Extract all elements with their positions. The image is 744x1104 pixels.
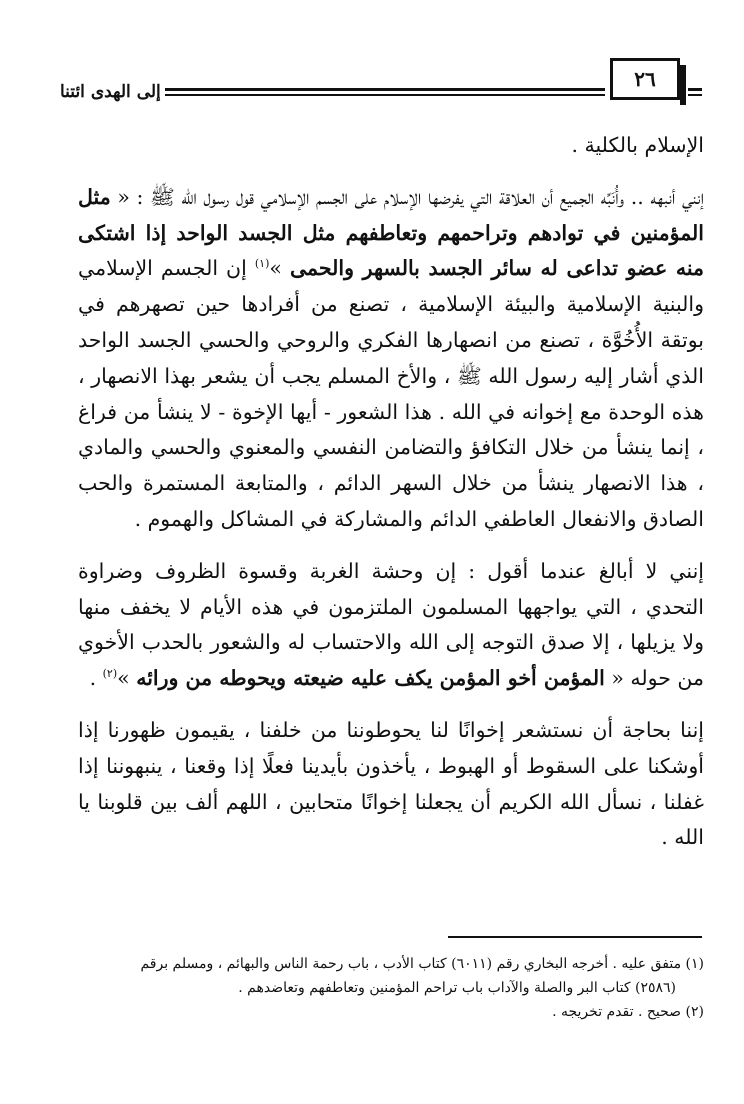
footnote-1-continued: (٢٥٨٦) كتاب البر والصلة والآداب باب تراحم المؤمنين وتعاطفهم وتعاضدهم . bbox=[238, 980, 676, 996]
footnotes bbox=[78, 952, 704, 1024]
paragraph-text: . bbox=[89, 666, 103, 691]
paragraph-text: » bbox=[117, 666, 137, 691]
header-rule bbox=[688, 88, 702, 91]
footnote-ref: (٢) bbox=[102, 667, 118, 681]
paragraph-text: إن الجسم الإسلامي والبنية الإسلامية والبيئة الإسلامية ، تصنع من أفرادها حين تصهرهم في بوتقة الأُخُوَّة ، تصنع من انصهارها الفكري والروحي والحسي الجسد الواحد الذي أشار إليه رسول الله ﷺ ، والأخ المسلم يجب أن يشعر بهذا الانصهار ، هذه الوحدة مع إخوانه في الله . هذا الشعور - أيها الإخوة - لا ينشأ من فراغ ، إنما ينشأ من خلال التكافؤ والتضامن النفسي والمعنوي والحسي والمادي ، هذا الانصهار ينشأ من خلال السهر الدائم ، والمتابعة المستمرة والحب الصادق والانفعال العاطفي الدائم والمشاركة في المشاكل والهموم . bbox=[78, 256, 704, 531]
paragraph bbox=[78, 180, 704, 538]
page-header bbox=[60, 56, 700, 106]
footnote-ref: (١) bbox=[254, 257, 270, 271]
footnote-2: (٢) صحيح . تقدم تخريجه . bbox=[552, 1004, 704, 1020]
hadith-quote: مثل المؤمنين في توادهم وتراحمهم وتعاطفهم مثل الجسد الواحد إذا اشتكى منه عضو تداعى له سائر الجسد بالسهر والحمى bbox=[78, 184, 705, 281]
header-rule bbox=[165, 88, 605, 91]
paragraph: إننا بحاجة أن نستشعر إخوانًا لنا يحوطوننا من خلفنا ، يقيمون ظهورنا إذا أوشكنا على السقوط أو الهبوط ، يأخذون بأيدينا فعلًا إذا وقعنا ، ينبهوننا إذا غفلنا ، نسأل الله الكريم أن يجعلنا إخوانًا متحابين ، اللهم ألف بين قلوبنا يا الله . bbox=[78, 717, 704, 850]
paragraph-text: إنني أنبهه .. وأُنَبِّه الجميع أن العلاقة التي يفرضها الإسلام على الجسم الإسلامي قول رسول الله ﷺ : « bbox=[110, 184, 704, 209]
header-rule bbox=[165, 94, 605, 96]
footnote-divider bbox=[448, 936, 702, 938]
paragraph: الإسلام بالكلية . bbox=[571, 133, 704, 157]
paragraph-text: إنني لا أبالغ عندما أقول : إن وحشة الغربة وقسوة الظروف وضراوة التحدي ، التي يواجهها المسلمون الملتزمون في هذه الأيام لا يخفف منها ولا يزيلها ، إلا صدق التوجه إلى الله والاحتساب له والشعور بالحدب الأخوي من حوله « bbox=[78, 558, 704, 691]
footnote-1: (١) متفق عليه . أخرجه البخاري رقم (٦٠١١) كتاب الأدب ، باب رحمة الناس والبهائم ، ومسلم برقم bbox=[140, 956, 704, 972]
running-title: إلى الهدى ائتنا bbox=[60, 82, 161, 102]
paragraph-text: » bbox=[269, 256, 290, 281]
paragraph bbox=[78, 554, 704, 697]
body-text bbox=[78, 128, 704, 856]
page-number: ٢٦ bbox=[634, 67, 656, 91]
page-number-box bbox=[610, 58, 680, 100]
hadith-quote: المؤمن أخو المؤمن يكف عليه ضيعته ويحوطه من ورائه bbox=[136, 666, 605, 691]
header-rule bbox=[688, 94, 702, 96]
